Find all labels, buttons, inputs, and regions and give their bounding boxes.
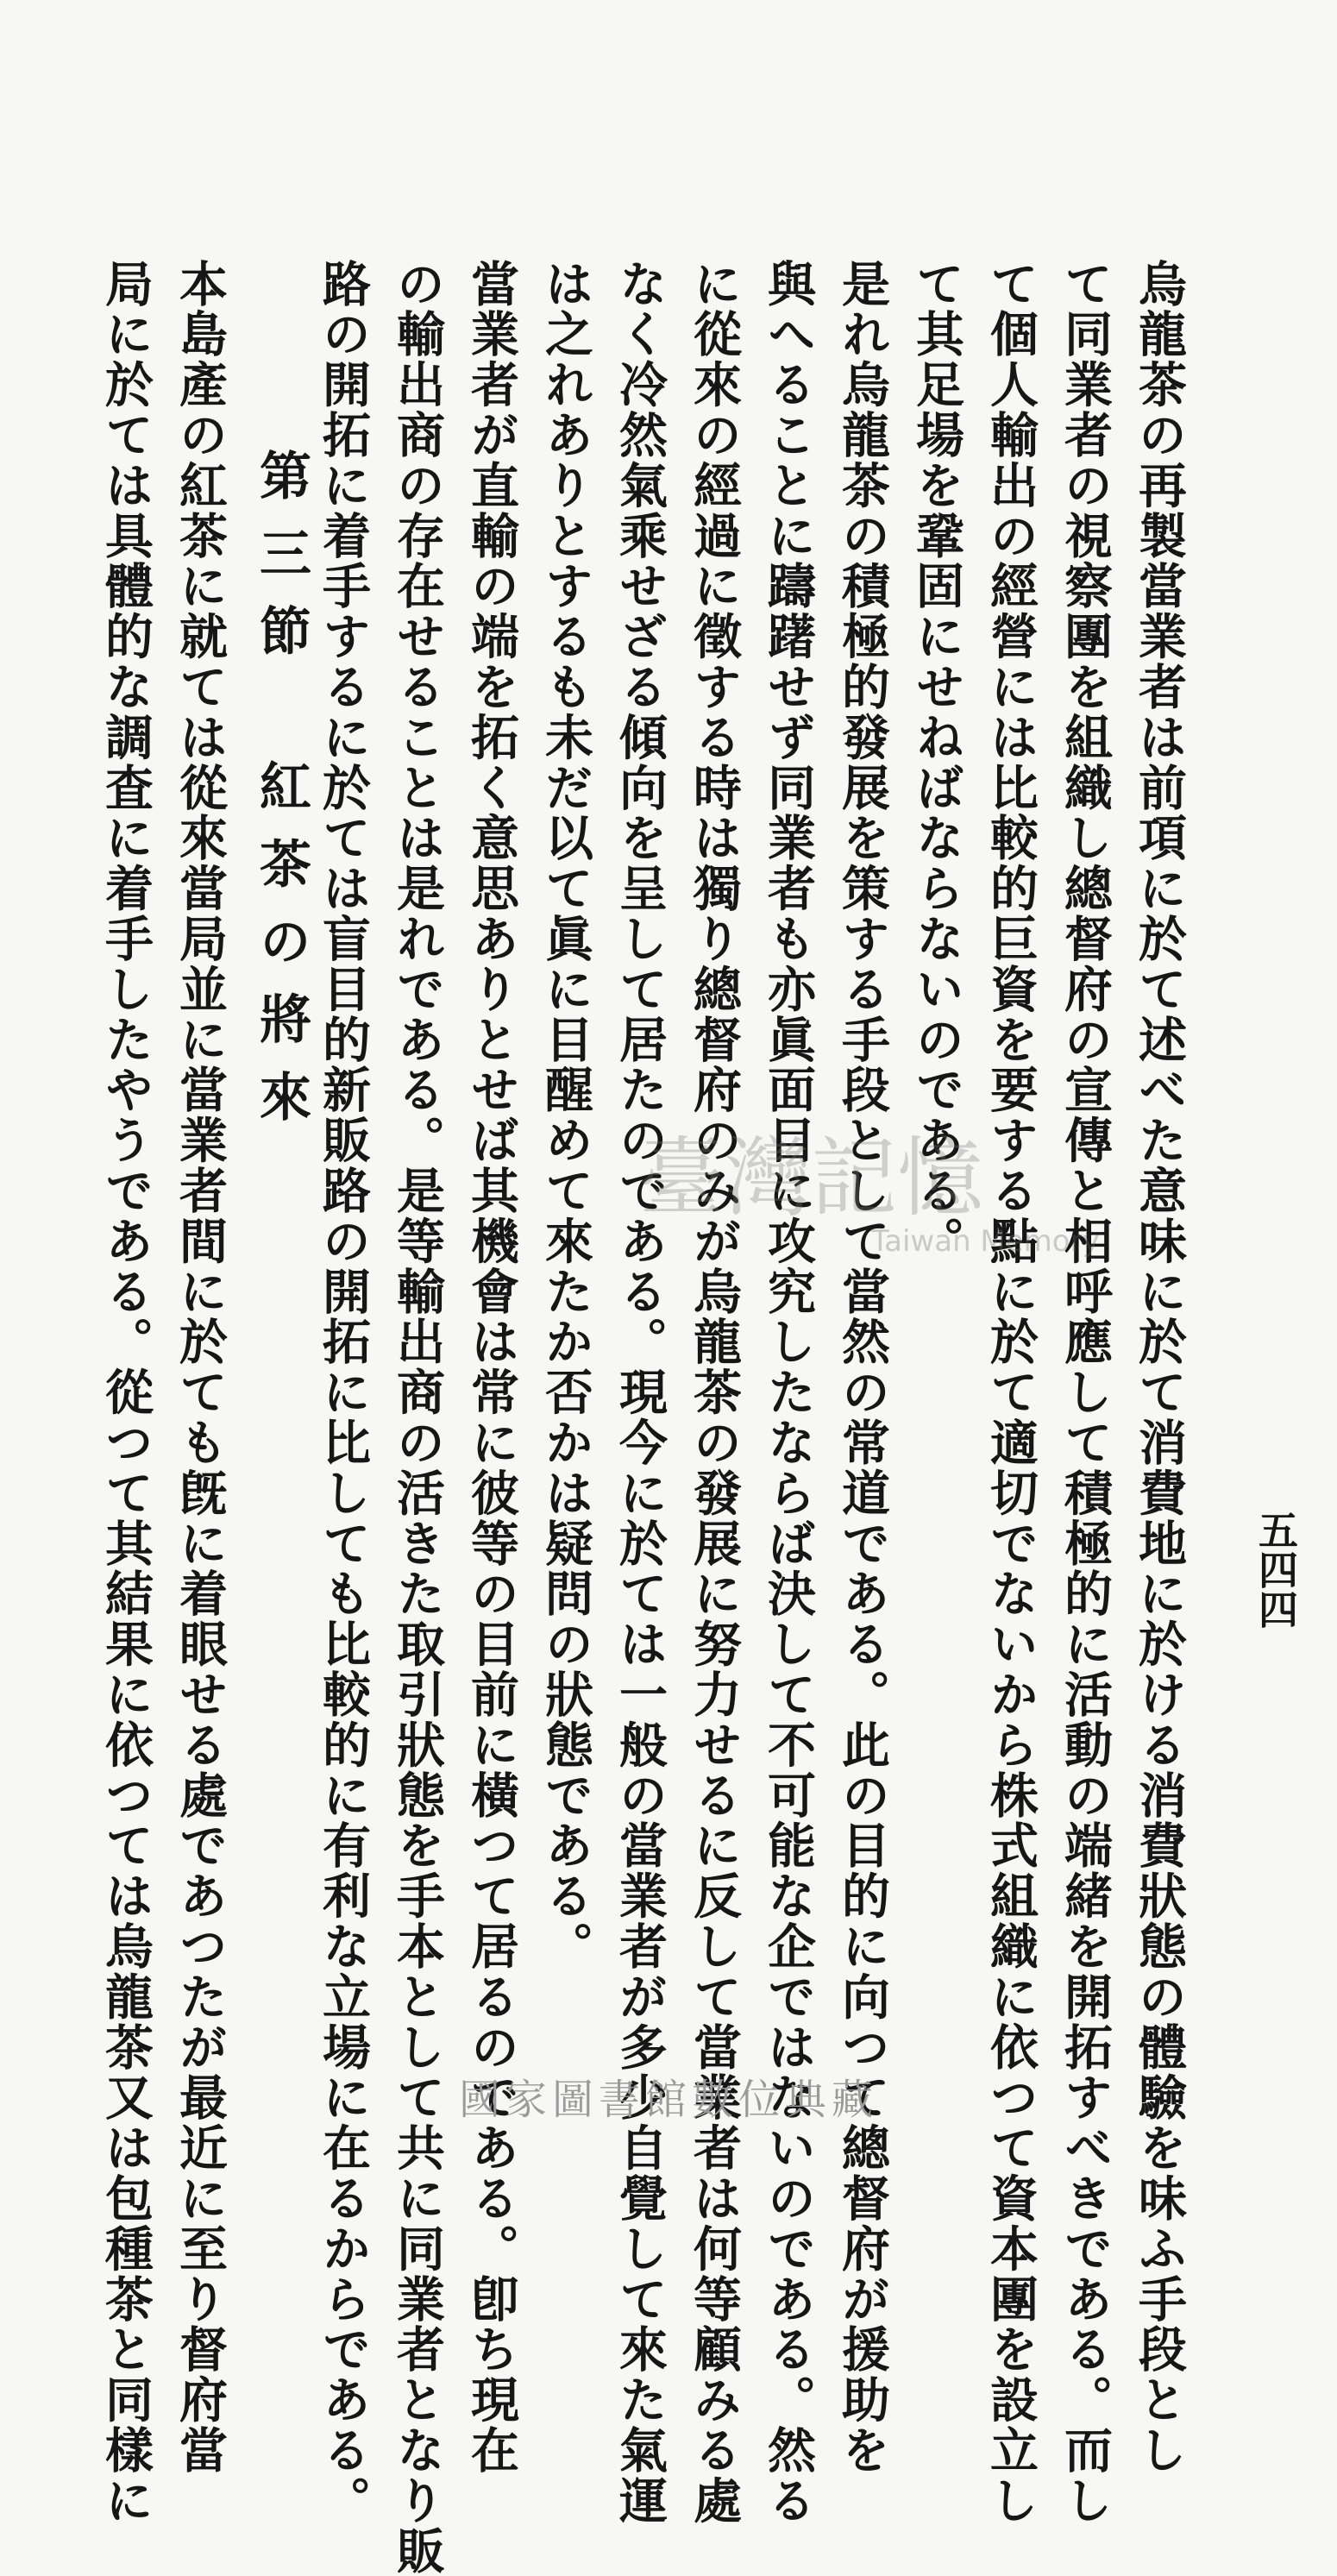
watermark-english: Taiwan Memory (871, 1224, 1100, 1259)
text-column-10: 當業者が直輸の端を拓く意思ありとせば其機會は常に彼等の目前に橫つて居るのである。卽ち現在 (463, 259, 520, 2476)
text-column-11: の輸出商の存在せることは是れである。是等輸出商の活きた取引狀態を手本として共に同業者となり販 (389, 259, 446, 2576)
page-number: 五四四 (1252, 1510, 1299, 1629)
text-column-14: 本島產の紅茶に就ては從來當局並に當業者間に於ても旣に着眼せる處であつたが最近に至り督府當 (172, 259, 229, 2476)
text-column-7: に從來の經過に徵する時は獨り總督府のみが烏龍茶の發展に努力せるに反して當業者は何等顧みる處 (686, 259, 743, 2526)
text-column-1: 烏龍茶の再製當業者は前項に於て述べた意味に於て消費地に於ける消費狀態の體驗を味ふ手段とし (1131, 259, 1188, 2476)
text-column-15: 局に於ては具體的な調査に着手したやうである。從つて其結果に依つては烏龍茶又は包種茶と同樣に (97, 259, 154, 2526)
text-column-9: は之れありとするも未だ以て眞に目醒めて來たか否かは疑問の狀態である。 (537, 259, 594, 1972)
text-column-2: て同業者の視察團を組織し總督府の宣傳と相呼應して積極的に活動の端緒を開拓すべきである。而し (1057, 259, 1114, 2526)
section-heading: 第三節 紅茶の將來 (251, 449, 311, 1147)
watermark-chinese: 臺灣記憶 (638, 1128, 983, 1228)
footer-label: 國家圖書館數位典藏 (458, 2076, 878, 2124)
text-column-6: 與へることに躊躇せず同業者も亦眞面目に攻究したならば決して不可能な企ではないのである。然る (760, 259, 817, 2526)
text-column-8: なく冷然氣乘せざる傾向を呈して居たのである。現今に於ては一般の當業者が多少自覺して來た氣運 (612, 259, 668, 2526)
text-column-3: て個人輸出の經營には比較的巨資を要する點に於て適切でないから株式組織に依つて資本團を設立し (982, 259, 1039, 2526)
watermark-logo (621, 1122, 1100, 1260)
text-column-12: 路の開拓に着手するに於ては盲目的新販路の開拓に比しても比較的に有利な立場に在るからである。 (315, 259, 372, 2526)
text-column-4: て其足場を鞏固にせねばならないのである。 (908, 259, 965, 1266)
text-column-5: 是れ烏龍茶の積極的發展を策する手段として當然の常道である。此の目的に向つて總督府が援助を (834, 259, 891, 2476)
